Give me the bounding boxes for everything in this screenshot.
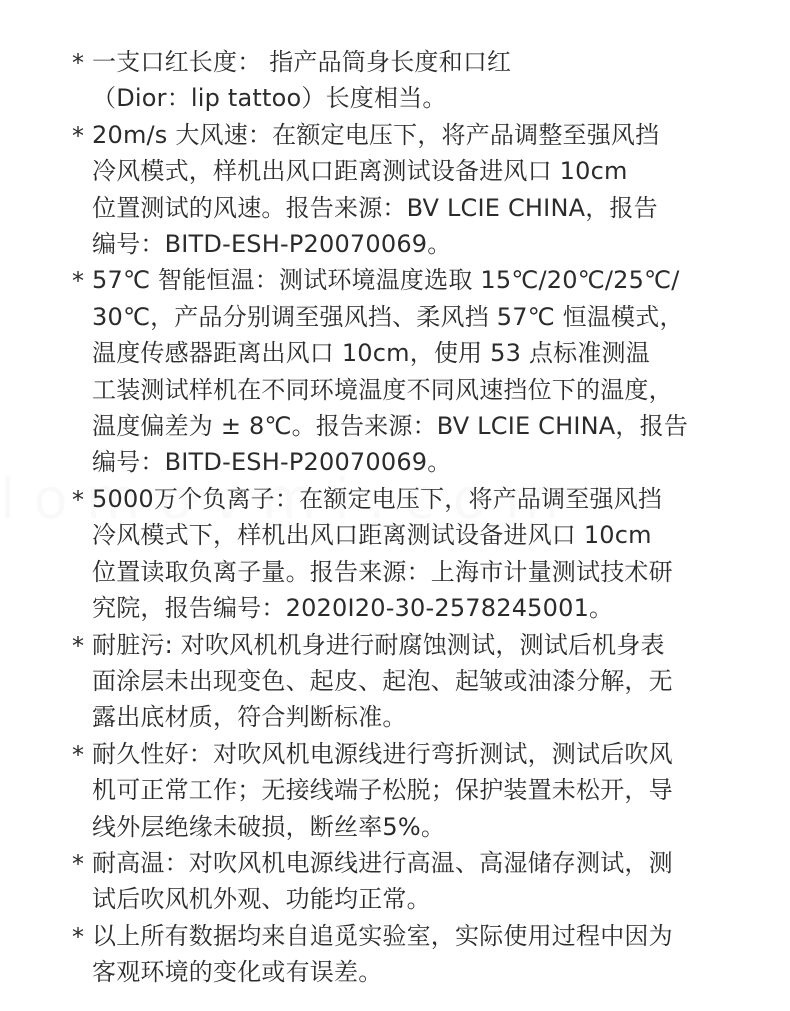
footnote-line: 30℃，产品分别调至强风挡、柔风挡 57℃ 恒温模式，: [92, 302, 684, 331]
asterisk-marker: *: [72, 849, 84, 878]
footnote-line: （Dior：lip tattoo）长度相当。: [92, 84, 447, 113]
footnote-line: 机可正常工作；无接线端子松脱；保护装置未松开，导: [92, 776, 673, 805]
footnote-line: 以上所有数据均来自追觅实验室，实际使用过程中因为: [92, 921, 673, 950]
footnote-line: 编号：BITD-ESH-P20070069。: [92, 230, 452, 259]
footnote-line: 位置读取负离子量。报告来源：上海市计量测试技术研: [92, 557, 673, 586]
asterisk-marker: *: [72, 121, 84, 150]
footnote-line: 冷风模式下，样机出风口距离测试设备进风口 10cm: [92, 521, 652, 550]
footnotes-list: [72, 44, 762, 991]
footnote-smart-constant-temperature: [72, 262, 762, 480]
asterisk-marker: *: [72, 922, 84, 951]
footnote-line: 究院，报告编号：2020I20-30-2578245001。: [92, 594, 614, 623]
footnote-line: 编号：BITD-ESH-P20070069。: [92, 448, 452, 477]
footnote-line: 工装测试样机在不同环境温度不同风速挡位下的温度，: [92, 375, 673, 404]
footnote-line: 线外层绝缘未破损，断丝率5%。: [92, 812, 446, 841]
asterisk-marker: *: [72, 631, 84, 660]
footnote-durability: [72, 736, 762, 845]
footnote-line: 温度传感器距离出风口 10cm，使用 53 点标准测温: [92, 339, 650, 368]
footnote-high-temperature: [72, 845, 762, 918]
footnote-line: 面涂层未出现变色、起皮、起泡、起皱或油漆分解，无: [92, 666, 673, 695]
footnote-line: 耐久性好：对吹风机电源线进行弯折测试，测试后吹风: [92, 739, 673, 768]
footnote-line: 温度偏差为 ± 8℃。报告来源：BV LCIE CHINA，报告: [92, 412, 689, 441]
asterisk-marker: *: [72, 267, 84, 296]
footnote-stain-resistance: [72, 627, 762, 736]
asterisk-marker: *: [72, 740, 84, 769]
footnote-line: 耐高温：对吹风机电源线进行高温、高湿储存测试，测: [92, 848, 673, 877]
footnote-wind-speed: [72, 117, 762, 263]
footnote-lipstick-length: [72, 44, 762, 117]
asterisk-marker: *: [72, 49, 84, 77]
footnote-data-disclaimer: [72, 918, 762, 991]
footnote-line: 客观环境的变化或有误差。: [92, 958, 383, 987]
footnote-line: 57℃ 智能恒温：测试环境温度选取 15℃/20℃/25℃/: [92, 266, 680, 295]
footnote-line: 位置测试的风速。报告来源：BV LCIE CHINA，报告: [92, 193, 658, 222]
footnote-line: 耐脏污: 对吹风机机身进行耐腐蚀测试，测试后机身表: [92, 630, 665, 659]
footnote-negative-ions: [72, 481, 762, 627]
footnote-line: 20m/s 大风速：在额定电压下，将产品调整至强风挡: [92, 120, 660, 149]
footnote-line: 露出底材质，符合判断标准。: [92, 703, 407, 732]
asterisk-marker: *: [72, 485, 84, 514]
footnote-line: 一支口红长度： 指产品筒身长度和口红: [92, 48, 512, 76]
footnote-line: 冷风模式，样机出风口距离测试设备进风口 10cm: [92, 157, 628, 186]
footnote-line: 5000万个负离子：在额定电压下，将产品调至强风挡: [92, 484, 663, 513]
footnote-line: 试后吹风机外观、功能均正常。: [92, 885, 431, 914]
